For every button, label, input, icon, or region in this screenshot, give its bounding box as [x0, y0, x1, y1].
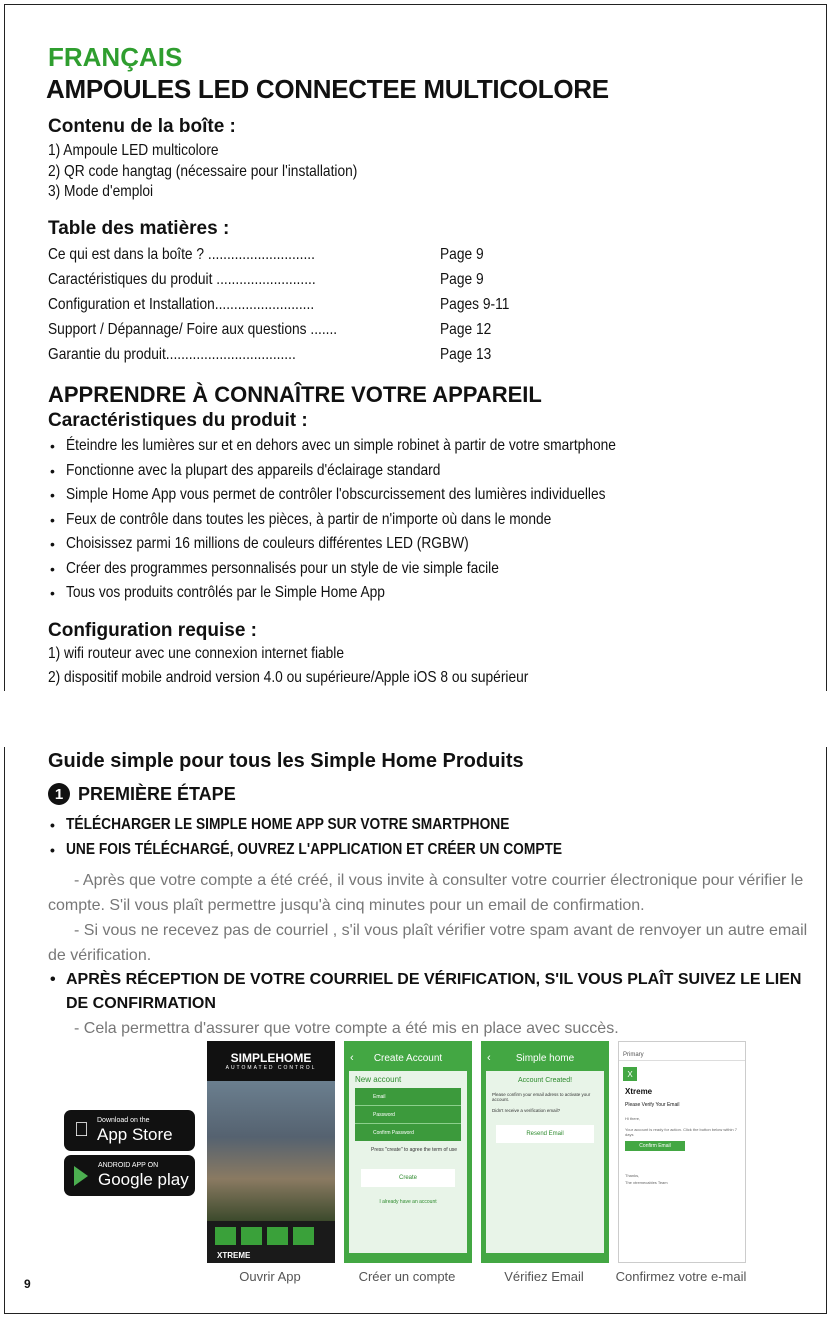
app-feature-icon	[267, 1227, 288, 1245]
create-button[interactable]: Create	[361, 1169, 455, 1187]
feature-item: • Feux de contrôle dans toutes les pièces, à partir de n'importe où dans le monde	[48, 508, 705, 533]
toc-page: Page 9	[440, 270, 484, 288]
toc-page: Page 13	[440, 345, 492, 363]
feature-item: • Simple Home App vous permet de contrôler l'obscurcissement des lumières individuelles	[48, 483, 705, 508]
toc-label: Ce qui est dans la boîte ? ............................	[48, 245, 315, 263]
back-icon: ‹	[350, 1052, 354, 1064]
feature-item: • Tous vos produits contrôlés par le Simple Home App	[48, 581, 705, 606]
feature-item: • Choisissez parmi 16 millions de couleurs différentes LED (RGBW)	[48, 532, 705, 557]
toc-row	[48, 242, 521, 267]
app-screenshot	[207, 1041, 335, 1263]
google-play-badge[interactable]: ANDROID APP ON Google play	[64, 1155, 195, 1196]
confirm-password-field[interactable]: Confirm Password	[373, 1129, 414, 1136]
step-heading	[48, 783, 643, 805]
app-feature-icon	[241, 1227, 262, 1245]
feature-item: • Fonctionne avec la plupart des appareils d'éclairage standard	[48, 459, 705, 484]
guide-bullet: • APRÈS RÉCEPTION DE VOTRE COURRIEL DE VÉRIFICATION, S'IL VOUS PLAÎT SUIVEZ LE LIEN DE CONFIRMATION	[50, 971, 802, 1012]
guide-title: Guide simple pour tous les Simple Home Produits	[48, 750, 524, 772]
toc-label: Caractéristiques du produit ..........................	[48, 270, 316, 288]
toc-section	[48, 218, 521, 367]
contents-item: 2) QR code hangtag (nécessaire pour l'installation)	[48, 162, 358, 180]
guide-notes	[48, 868, 808, 1041]
create-account-screenshot: ‹ Create Account New account Email Password Confirm Password Press "create" to agree the term of use Create I already have an account	[344, 1041, 472, 1263]
app-icon-row	[215, 1227, 314, 1245]
screenshot-caption: Ouvrir App	[239, 1269, 301, 1284]
page-number: 9	[24, 1277, 31, 1291]
toc-label: Support / Dépannage/ Foire aux questions .......	[48, 320, 338, 338]
email-field[interactable]: Email	[355, 1088, 461, 1106]
confirm-email-screenshot: Primary X Xtreme Please Verify Your Email Hi there, Your account is ready for action. Click the button below within 7 days Confirm Email Thanks, The xtremecables Team	[618, 1041, 746, 1263]
toc-page: Page 12	[440, 320, 492, 338]
app-store-badge[interactable]: Download on the App Store	[64, 1110, 195, 1151]
step-title: PREMIÈRE ÉTAPE	[78, 783, 236, 804]
toc-page: Pages 9-11	[440, 295, 510, 313]
page-gap	[0, 691, 831, 747]
login-link[interactable]: I already have an account	[379, 1199, 437, 1205]
guide-bullet: • UNE FOIS TÉLÉCHARGÉ, OUVREZ L'APPLICATION ET CRÉER UN COMPTE	[48, 838, 643, 863]
back-icon: ‹	[487, 1052, 491, 1064]
feature-item: • Créer des programmes personnalisés pour un style de vie simple facile	[48, 557, 705, 582]
features-section-title: APPRENDRE À CONNAÎTRE VOTRE APPAREIL	[48, 382, 542, 407]
contents-item: 3) Mode d'emploi	[48, 183, 154, 200]
guide-note: - Si vous ne recevez pas de courriel , s'il vous plaît vérifier votre spam avant de renvoyer un autre email de vérification.	[48, 922, 808, 964]
password-field[interactable]: Password	[355, 1106, 461, 1124]
app-logo: SIMPLEHOME AUTOMATED CONTROL	[207, 1041, 335, 1081]
language-heading: FRANÇAIS	[48, 42, 183, 72]
guide-bullet: • TÉLÉCHARGER LE SIMPLE HOME APP SUR VOTRE SMARTPHONE	[48, 813, 643, 838]
features-section	[48, 382, 705, 606]
confirm-email-button[interactable]: Confirm Email	[625, 1141, 685, 1151]
feature-item: • Éteindre les lumières sur et en dehors avec un simple robinet à partir de votre smartphone	[48, 434, 705, 459]
toc-heading: Table des matières :	[48, 218, 230, 239]
toc-row	[48, 317, 521, 342]
requirements-section	[48, 620, 607, 690]
requirement-item: 1) wifi routeur avec une connexion internet fiable	[48, 645, 345, 662]
features-heading: Caractéristiques du produit :	[48, 410, 308, 431]
toc-label: Configuration et Installation..........................	[48, 295, 315, 313]
app-feature-icon	[293, 1227, 314, 1245]
guide-section	[48, 750, 643, 862]
apple-icon	[74, 1119, 89, 1142]
screenshot-caption: Vérifiez Email	[504, 1269, 584, 1284]
contents-heading: Contenu de la boîte :	[48, 116, 236, 137]
step-number-icon: 1	[48, 783, 70, 805]
toc-row	[48, 267, 521, 292]
screenshot-caption: Créer un compte	[358, 1269, 456, 1284]
toc-row	[48, 292, 521, 317]
product-title: AMPOULES LED CONNECTEE MULTICOLORE	[46, 74, 609, 104]
guide-note: - Cela permettra d'assurer que votre compte a été mis en place avec succès.	[74, 1020, 619, 1037]
app-feature-icon	[215, 1227, 236, 1245]
contents-item: 1) Ampoule LED multicolore	[48, 142, 219, 159]
toc-page: Page 9	[440, 245, 484, 263]
house-photo	[207, 1081, 335, 1221]
resend-email-button[interactable]: Resend Email	[496, 1125, 594, 1143]
xtreme-logo: XTREME	[217, 1251, 251, 1260]
guide-note: - Après que votre compte a été créé, il vous invite à consulter votre courrier électronique pour vérifier le compte. S'il vous plaît permettre jusqu'à cinq minutes pour un email de confirmation.	[48, 872, 804, 914]
requirements-heading: Configuration requise :	[48, 620, 257, 641]
verify-email-screenshot: ‹ Simple home Account Created! Please confirm your email adress to activate your account. Didn't receive a verification email? Resend Email	[481, 1041, 609, 1263]
play-icon	[74, 1166, 88, 1186]
toc-row	[48, 342, 521, 367]
sender-avatar: X	[623, 1067, 637, 1081]
requirement-item: 2) dispositif mobile android version 4.0 ou supérieure/Apple iOS 8 ou supérieur	[48, 669, 529, 686]
screenshot-caption: Confirmez votre e-mail	[615, 1269, 747, 1284]
contents-section	[48, 116, 408, 203]
toc-label: Garantie du produit..................................	[48, 345, 296, 363]
